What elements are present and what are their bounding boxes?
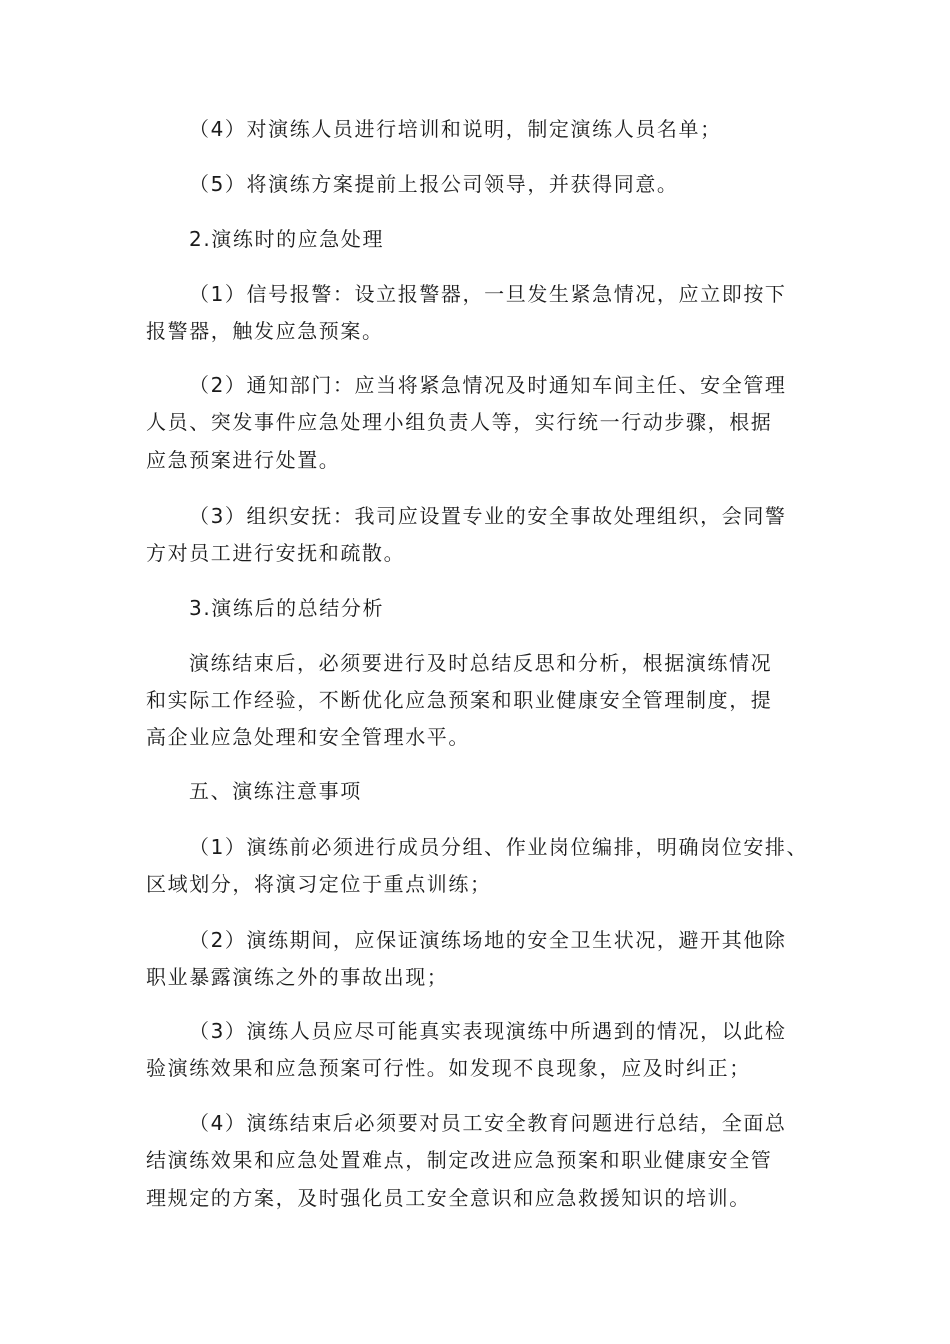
- list-item-3-comfort: （3）组织安抚：我司应设置专业的安全事故处理组织，会同警: [189, 504, 787, 528]
- list-item-1-alarm: （1）信号报警：设立报警器，一旦发生紧急情况，应立即按下: [189, 282, 787, 306]
- paragraph-summary-cont: 和实际工作经验，不断优化应急预案和职业健康安全管理制度，提: [146, 688, 773, 712]
- list-item-2-notify: （2）通知部门：应当将紧急情况及时通知车间主任、安全管理: [189, 373, 787, 397]
- note-item-1: （1）演练前必须进行成员分组、作业岗位编排，明确岗位安排、: [189, 835, 809, 859]
- note-item-4-cont2: 理规定的方案，及时强化员工安全意识和应急救援知识的培训。: [146, 1186, 751, 1210]
- list-item-5-report: （5）将演练方案提前上报公司领导，并获得同意。: [189, 172, 679, 196]
- note-item-3-cont: 验演练效果和应急预案可行性。如发现不良现象，应及时纠正；: [146, 1056, 751, 1080]
- list-item-2-notify-cont: 人员、突发事件应急处理小组负责人等，实行统一行动步骤，根据: [146, 410, 773, 434]
- note-item-4-cont: 结演练效果和应急处置难点，制定改进应急预案和职业健康安全管: [146, 1148, 773, 1172]
- section-heading-summary: 3.演练后的总结分析: [189, 596, 385, 620]
- section-heading-emergency: 2.演练时的应急处理: [189, 227, 385, 251]
- list-item-4-training: （4）对演练人员进行培训和说明，制定演练人员名单；: [189, 117, 722, 141]
- list-item-2-notify-cont2: 应急预案进行处置。: [146, 448, 341, 472]
- note-item-1-cont: 区域划分，将演习定位于重点训练；: [146, 872, 492, 896]
- note-item-2-cont: 职业暴露演练之外的事故出现；: [146, 965, 449, 989]
- list-item-3-comfort-cont: 方对员工进行安抚和疏散。: [146, 541, 406, 565]
- note-item-4: （4）演练结束后必须要对员工安全教育问题进行总结，全面总: [189, 1111, 787, 1135]
- paragraph-summary-cont2: 高企业应急处理和安全管理水平。: [146, 725, 470, 749]
- list-item-1-alarm-cont: 报警器，触发应急预案。: [146, 319, 384, 343]
- note-item-3: （3）演练人员应尽可能真实表现演练中所遇到的情况，以此检: [189, 1019, 787, 1043]
- note-item-2: （2）演练期间，应保证演练场地的安全卫生状况，避开其他除: [189, 928, 787, 952]
- paragraph-summary: 演练结束后，必须要进行及时总结反思和分析，根据演练情况: [189, 651, 773, 675]
- section-heading-notes: 五、演练注意事项: [189, 779, 362, 803]
